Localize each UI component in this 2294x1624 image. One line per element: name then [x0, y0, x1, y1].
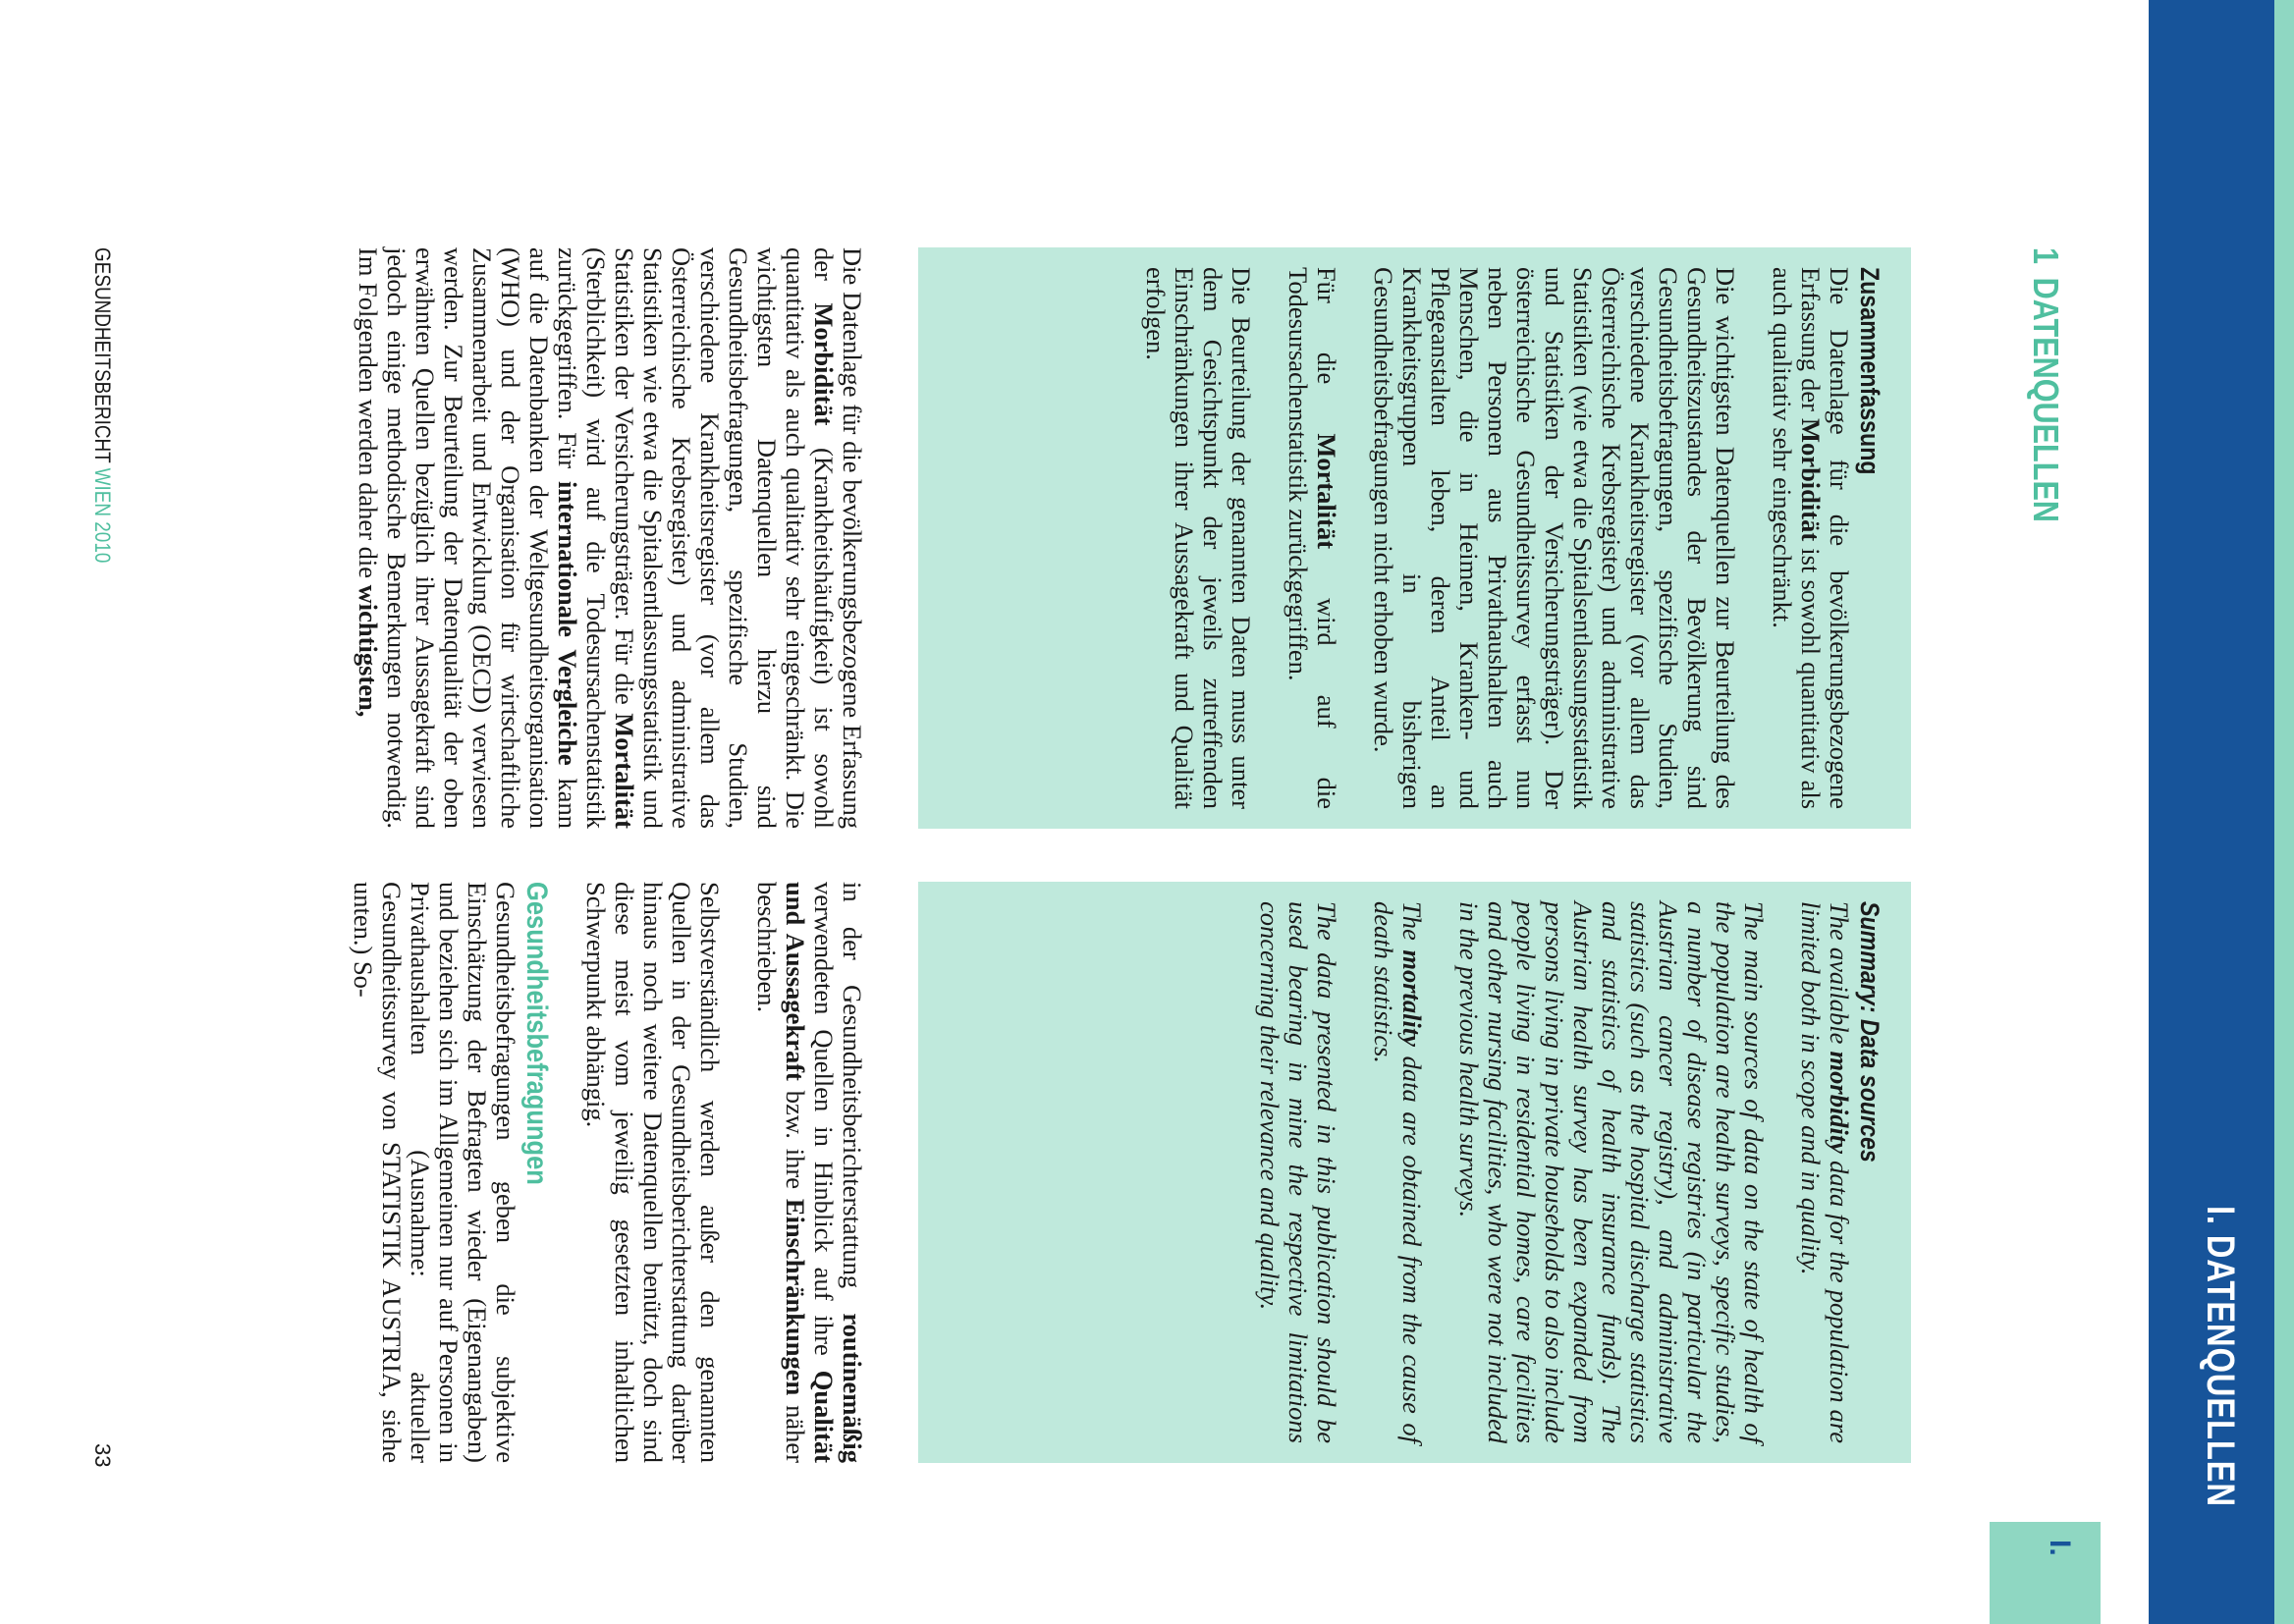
chapter-number: 1	[2026, 247, 2066, 265]
text-run: data are obtained from the cause of death statistics.	[1369, 901, 1427, 1443]
summary-heading-english: Summary: Data sources	[1855, 901, 1884, 1163]
emphasis-text: morbidity	[1825, 1051, 1854, 1155]
emphasis-text: routinemäßig	[838, 1313, 867, 1463]
emphasis-text: Mortalität	[1312, 433, 1341, 550]
emphasis-text: internationale Vergleiche	[553, 480, 582, 766]
text-run: wird auf die Todesursachenstatistik zurückgegriffen.	[1284, 267, 1341, 810]
summary-paragraph: The main sources of data on the state of health of the population are health surveys, specific studies, a number of disease registries (in particular the Austrian cancer registry), and administrative statistics (such as the hospital discharge statistics and statistics of health insurance funds). The Austrian health survey has been expanded from persons living in private households to also include people living in residential homes, care facilities and other nursing facilities, who were not included in the previous health surveys.	[1454, 901, 1769, 1443]
emphasis-text: mortality	[1397, 949, 1427, 1048]
emphasis-text: Morbidität	[809, 302, 839, 426]
chapter-title: DATENQUELLEN	[2026, 277, 2066, 522]
section-tab	[1990, 1522, 2101, 1624]
emphasis-text: Morbidität	[1796, 418, 1826, 542]
text-run: Die Datenlage für die bevölkerungsbezogene Erfassung der	[1796, 267, 1854, 809]
section-tab-label: I.	[2044, 1540, 2076, 1556]
section-band-accent	[2274, 0, 2294, 1624]
summary-paragraph: Die wichtigsten Datenquellen zur Beurteilung des Gesundheitszustandes der Bevölkerung sind Gesundheitsbefragungen, spezifische Studien, verschiedene Krankheitsregister (vor allem das Österreichische Krebsregister) und administrative Statistiken (wie etwa die Spitalsentlassungsstatistik und Statistiken der Versicherungsträger). Der österreichische Gesundheitssurvey erfasst nun neben Personen aus Privathaushalten auch Menschen, die in Heimen, Kranken- und Pflegeanstalten leben, deren Anteil an Krankheitsgruppen in bisherigen Gesundheitsbefragungen nicht erhoben wurde.	[1369, 267, 1740, 809]
body-paragraph: Gesundheitsbefragungen geben die subjektive Einschätzung der Befragten wieder (Eigenangaben) und beziehen sich im Allgemeinen nur auf Personen in Privathaushalten (Ausnahme: aktueller Gesundheitssurvey von STATISTIK AUSTRIA, siehe unten.) So-	[349, 882, 520, 1463]
section-band-title: I. DATENQUELLEN	[2199, 1206, 2242, 1507]
chapter-heading	[2025, 247, 2066, 522]
emphasis-text: wichtigsten,	[354, 584, 383, 718]
subheading-gesundheitsbefragungen: Gesundheitsbefragungen	[520, 882, 553, 1185]
text-run: (Krankheitshäufigkeit) ist sowohl quantitativ als auch qualitativ sehr eingeschränkt. Die wichtigsten Datenquellen hierzu sind Gesundheitsbefragungen, spezifische Studien, verschiedene Krankheitsregister (vor allem das Österreichische Krebsregister) und administrative Statistiken wie etwa die Spitalsentlassungsstatistik und Statistiken der Versicherungsträger. Für die	[610, 247, 839, 829]
text-run: in der Gesundheitsberichterstattung	[838, 882, 867, 1314]
body-column-right	[320, 882, 866, 1463]
summary-paragraph	[1284, 267, 1340, 809]
summary-heading-german: Zusammenfassung	[1855, 267, 1884, 475]
summary-paragraph	[1369, 901, 1426, 1443]
running-footer	[89, 247, 115, 563]
body-paragraph: Selbstverständlich werden außer den genannten Quellen in der Gesundheitsberichterstattung darüber hinaus noch weitere Datenquellen benützt, doch sind diese meist vom jeweilig gesetzten inhaltlichen Schwerpunkt abhängig.	[581, 882, 725, 1463]
text-run: data for the population are limited both in scope and in quality.	[1796, 901, 1854, 1443]
emphasis-text: Mortalität	[610, 713, 639, 829]
body-paragraph	[752, 882, 866, 1463]
text-run: (Sterblichkeit) wird auf die Todesursachenstatistik zurückgegriffen. Für	[553, 247, 611, 829]
summary-box-german	[918, 247, 1911, 829]
summary-paragraph: The data presented in this publication should be used bearing in mine the respective limitations concerning their relevance and quality.	[1255, 901, 1341, 1443]
summary-box-english	[918, 882, 1911, 1463]
text-run: ist sowohl quantitativ als auch qualitativ sehr eingeschränkt.	[1768, 267, 1826, 810]
text-run: verwendeten Quellen in Hinblick auf ihre	[809, 882, 839, 1371]
text-run: Für die	[1312, 267, 1341, 434]
body-paragraph	[354, 247, 866, 829]
emphasis-text: Einschränkungen	[781, 1198, 810, 1396]
summary-paragraph	[1796, 901, 1853, 1443]
summary-paragraph	[1768, 267, 1853, 809]
emphasis-text: Qualität und Aussagekraft	[781, 882, 839, 1463]
summary-paragraph: Die Beurteilung der genannten Daten muss unter dem Gesichtspunkt der jeweils zutreffenden Einschränkungen ihrer Aussagekraft und Qualität erfolgen.	[1141, 267, 1256, 809]
text-run: kann auf die Datenbanken der Weltgesundheitsorganisation (WHO) und der Organisation für wirtschaftliche Zusammenarbeit und Entwicklung (OECD) verwiesen werden. Zur Beurteilung der Datenqualität der oben erwähnten Quellen bezüglich ihrer Aussagekraft sind jedoch einige methodische Bemerkungen notwendig. Im Folgenden werden daher die	[354, 247, 582, 829]
text-run: The available	[1825, 901, 1854, 1052]
page-number: 33	[90, 1443, 115, 1468]
body-column-left	[325, 247, 866, 829]
text-run: bzw. ihre	[781, 1080, 810, 1199]
text-run: The	[1397, 901, 1427, 950]
text-run: näher beschrieben.	[752, 882, 810, 1463]
footer-city-year: WIEN 2010	[90, 467, 115, 564]
footer-report-title: GESUNDHEITSBERICHT	[90, 247, 115, 468]
text-run: Die Datenlage für die bevölkerungsbezogene Erfassung der	[809, 247, 867, 829]
